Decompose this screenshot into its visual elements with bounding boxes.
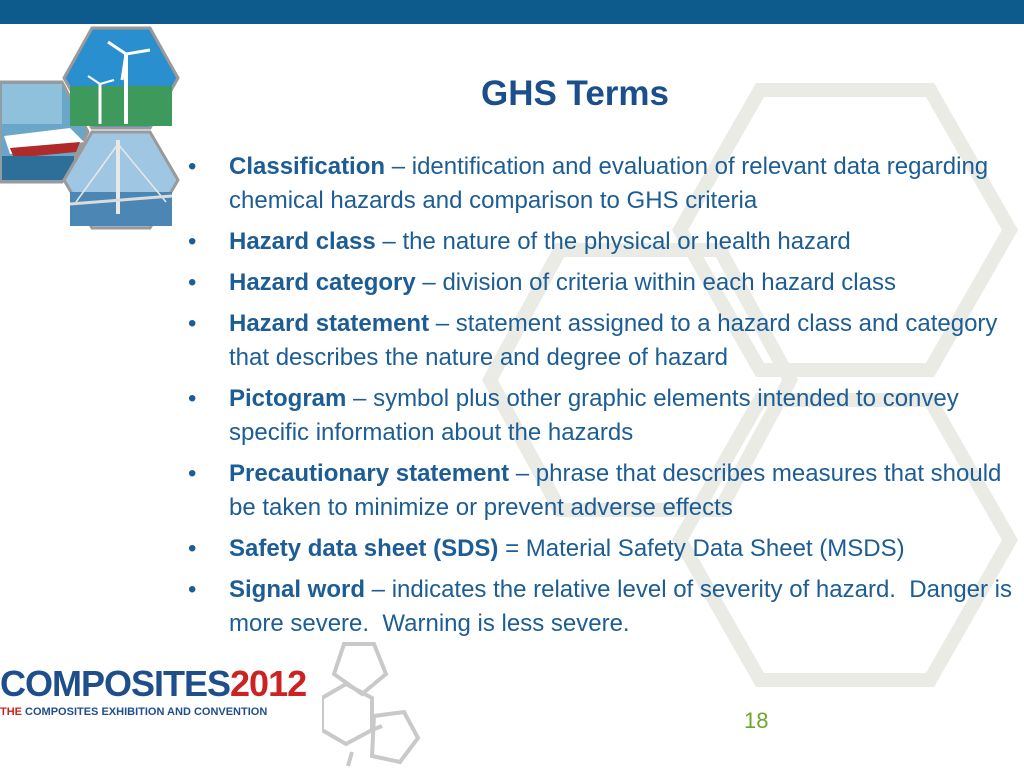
photo-hexagon-cluster (0, 24, 180, 234)
term-name: Signal word (229, 576, 366, 603)
term-separator: – (509, 460, 536, 487)
term-definition: statement assigned to a hazard class and category that describes the nature and degree of hazard (229, 310, 1005, 371)
term-item (186, 266, 1024, 300)
term-item (186, 307, 1024, 375)
slide-title: GHS Terms (480, 74, 670, 113)
term-name: Hazard category (229, 269, 416, 296)
bullet-icon: • (188, 535, 197, 562)
bullet-icon: • (188, 576, 197, 603)
term-name: Safety data sheet (SDS) (229, 535, 499, 562)
term-item (186, 573, 1024, 641)
term-name: Hazard class (229, 228, 376, 255)
bullet-icon: • (188, 269, 197, 296)
term-separator: – (385, 153, 412, 180)
term-item (186, 382, 1024, 450)
term-definition: indicates the relative level of severity of hazard. Danger is more severe. Warning is less severe. (229, 576, 1019, 637)
bullet-icon: • (188, 460, 197, 487)
term-name: Hazard statement (229, 310, 430, 337)
bullet-icon: • (188, 310, 197, 337)
term-definition: Material Safety Data Sheet (MSDS) (525, 535, 905, 562)
term-item (186, 150, 1024, 218)
composites-2012-logo (0, 664, 306, 718)
wind-turbine-photo (64, 28, 178, 128)
logo-brand-year: 2012 (230, 663, 307, 704)
term-definition: phrase that describes measures that should be taken to minimize or prevent adverse effects (229, 460, 1009, 521)
logo-brand-word: COMPOSITES (0, 663, 231, 704)
term-separator: – (346, 385, 374, 412)
bullet-icon: • (188, 385, 197, 412)
term-separator: – (365, 576, 392, 603)
logo-tag-the: THE (0, 706, 22, 718)
term-separator: = (498, 535, 526, 562)
page-number: 18 (744, 708, 769, 733)
molecule-icon (322, 634, 432, 768)
term-definition: identification and evaluation of relevant data regarding chemical hazards and comparison to GHS criteria (229, 153, 995, 214)
term-definition: the nature of the physical or health hazard (402, 228, 851, 255)
term-separator: – (415, 269, 443, 296)
term-definition: division of criteria within each hazard class (442, 269, 896, 296)
bullet-icon: • (188, 153, 197, 180)
term-name: Classification (229, 153, 386, 180)
term-definition: symbol plus other graphic elements intended to convey specific information about the hazards (229, 385, 966, 446)
term-separator: – (429, 310, 456, 337)
term-item (186, 457, 1024, 525)
term-name: Precautionary statement (229, 460, 510, 487)
logo-tag-text: COMPOSITES EXHIBITION AND CONVENTION (22, 706, 268, 718)
ghs-terms-list (186, 150, 1024, 648)
term-separator: – (375, 228, 403, 255)
bullet-icon: • (188, 228, 197, 255)
term-item (186, 532, 1024, 566)
term-name: Pictogram (229, 385, 347, 412)
term-item (186, 225, 1024, 259)
